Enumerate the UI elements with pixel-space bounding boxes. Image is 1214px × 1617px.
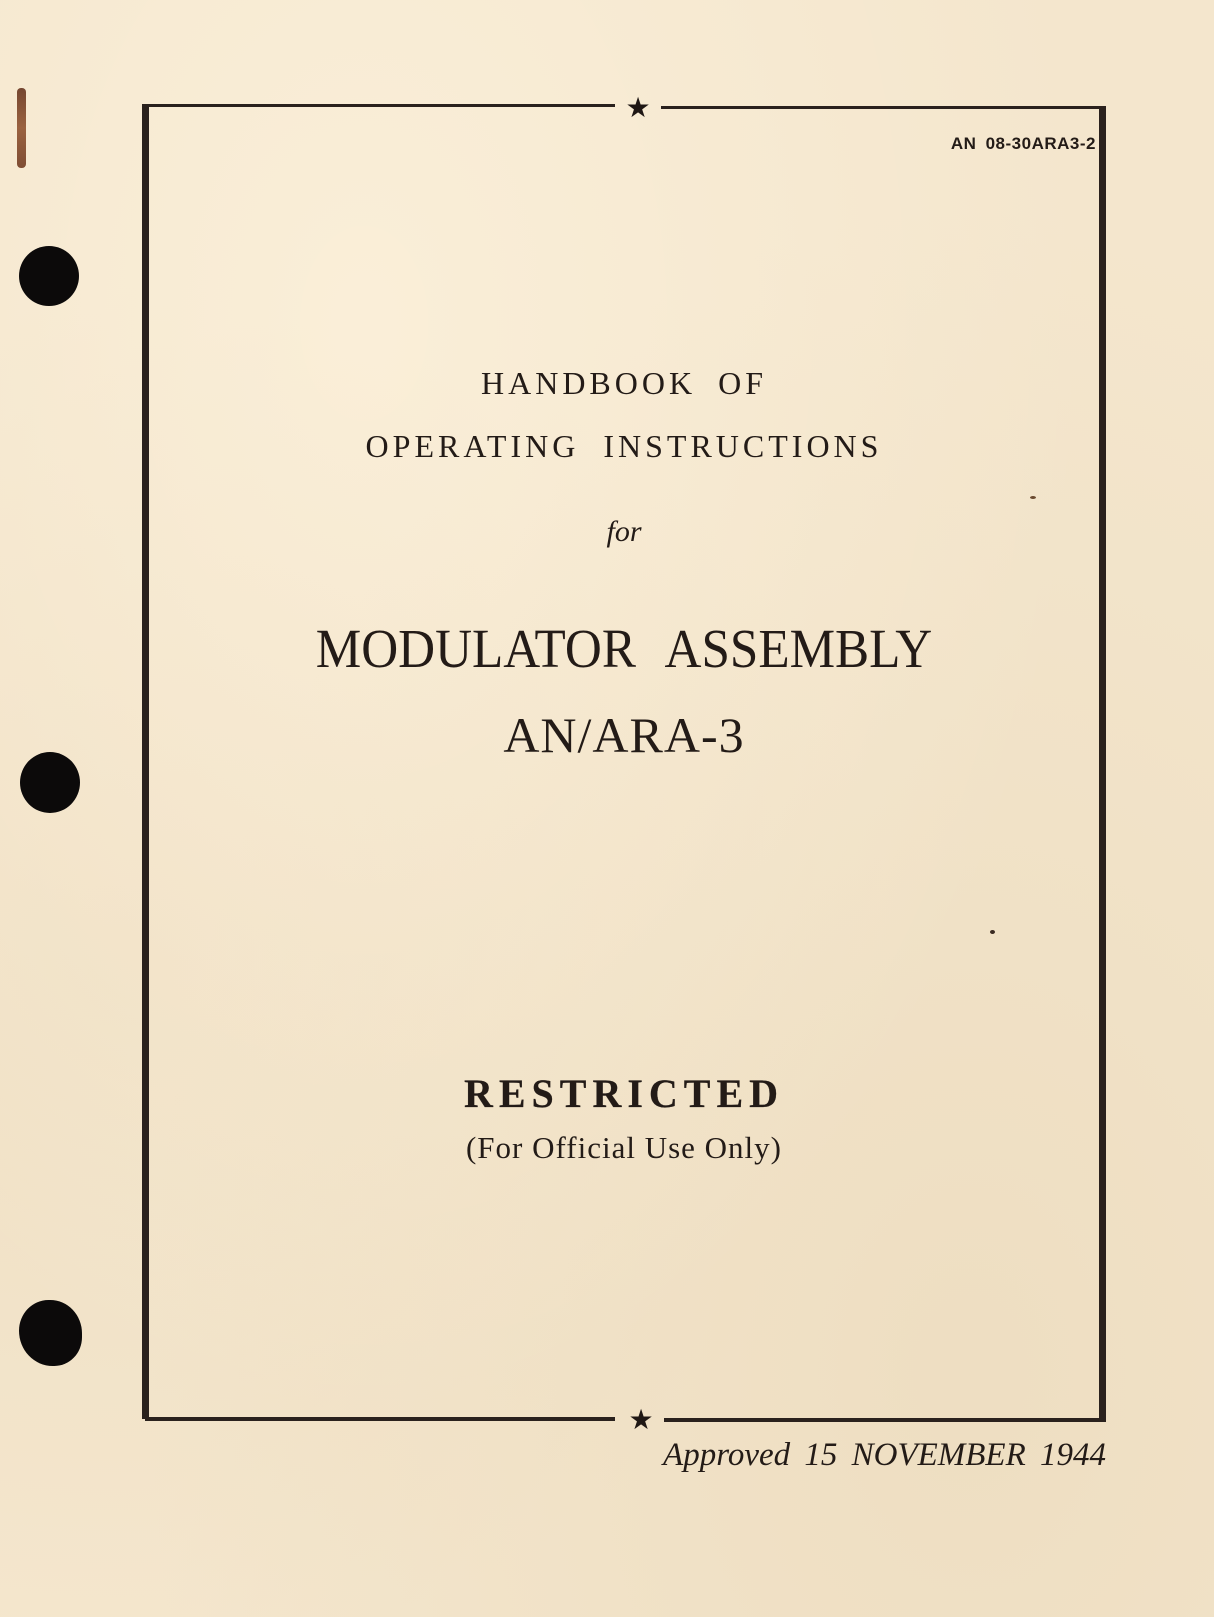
classification-label: RESTRICTED: [463, 1071, 785, 1116]
paper-speck: [1030, 496, 1036, 499]
frame-left-border: [142, 104, 149, 1419]
equipment-title: MODULATOR ASSEMBLY: [315, 618, 933, 679]
document-number: AN 08-30ARA3-2: [950, 134, 1096, 153]
frame-right-border: [1099, 106, 1106, 1422]
heading-operating-instructions: OPERATING INSTRUCTIONS: [365, 428, 883, 464]
heading-connector-for: for: [606, 515, 642, 548]
punch-hole-bottom: [19, 1300, 82, 1366]
paper-speck: [990, 930, 995, 934]
punch-hole-middle: [20, 752, 80, 813]
approval-date: Approved 15 NOVEMBER 1944: [663, 1437, 1106, 1473]
rust-stain-mark: [17, 88, 26, 168]
star-icon-bottom: ★: [628, 1403, 654, 1436]
equipment-model: AN/ARA-3: [503, 707, 745, 763]
star-icon-top: ★: [625, 91, 651, 124]
heading-handbook-of: HANDBOOK OF: [480, 365, 767, 401]
punch-hole-top: [19, 246, 79, 306]
frame-bottom-right-rule: [664, 1418, 1106, 1422]
frame-top-right-rule: [661, 106, 1106, 109]
frame-top-left-rule: [142, 104, 615, 107]
frame-bottom-left-rule: [145, 1417, 615, 1421]
classification-note: (For Official Use Only): [465, 1130, 782, 1165]
